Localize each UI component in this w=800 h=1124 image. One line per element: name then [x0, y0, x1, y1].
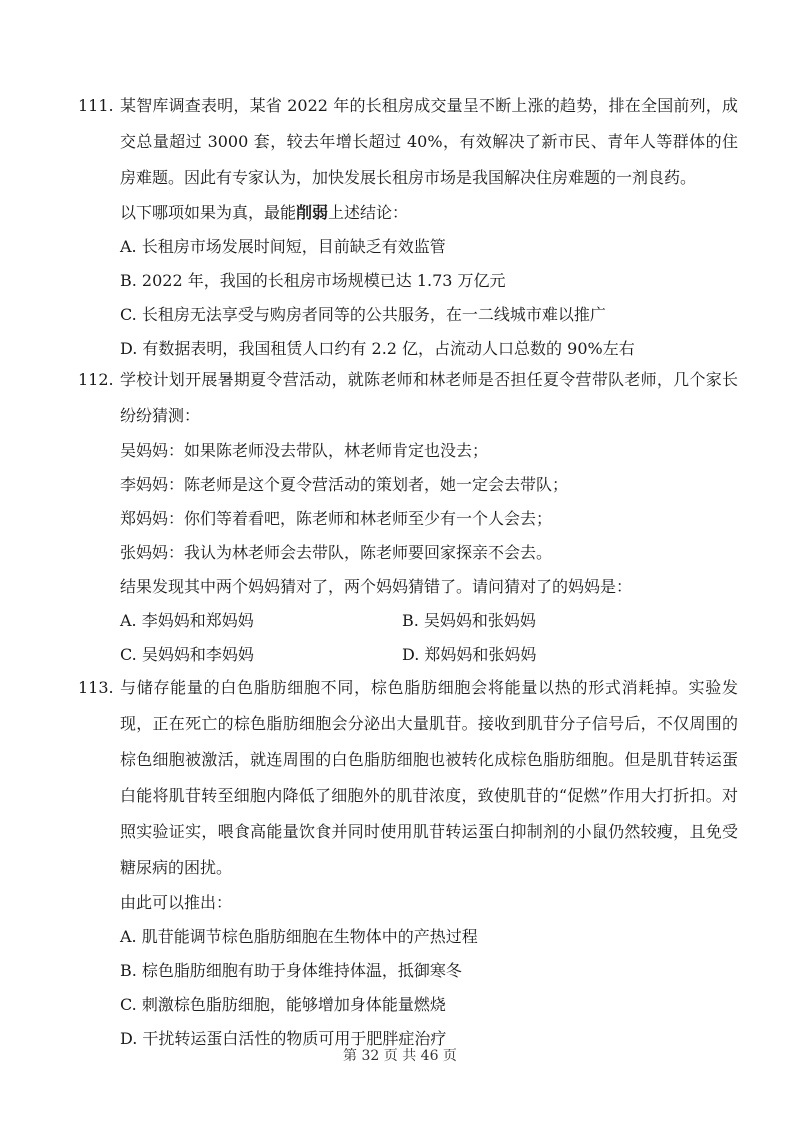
- option-d[interactable]: D. 郑妈妈和张妈妈: [402, 645, 537, 664]
- option-d[interactable]: D. 干扰转运蛋白活性的物质可用于肥胖症治疗: [120, 1029, 447, 1048]
- option-a[interactable]: A. 李妈妈和郑妈妈: [120, 611, 254, 630]
- question-prompt: 由此可以推出：: [120, 893, 233, 912]
- question-stem: 与储存能量的白色脂肪细胞不同，棕色脂肪细胞会将能量以热的形式消耗掉。实验发现，正在死亡的棕色脂肪细胞会分泌出大量肌苷。接收到肌苷分子信号后，不仅周围的棕色细胞被激活，就连周围的白色脂肪细胞也被转化成棕色脂肪细胞。但是肌苷转运蛋白能将肌苷转至细胞内降低了细胞外的肌苷浓度，致使肌苷的“促燃”作用大打折扣。对照实验证实，喂食高能量饮食并同时使用肌苷转运蛋白抑制剂的小鼠仍然较瘦，且免受糖尿病的困扰。: [120, 678, 738, 877]
- option-b[interactable]: B. 棕色脂肪细胞有助于身体维持体温，抵御寒冬: [120, 961, 462, 980]
- question-prompt: 结果发现其中两个妈妈猜对了，两个妈妈猜错了。请问猜对了的妈妈是：: [120, 577, 633, 596]
- question-113: [78, 670, 738, 1056]
- statement-zheng: 郑妈妈：你们等着看吧，陈老师和林老师至少有一个人会去；: [120, 509, 553, 528]
- prompt-text: 以下哪项如果为真，最能: [120, 203, 297, 222]
- options-grid: [120, 604, 738, 672]
- question-number: 111.: [78, 96, 114, 115]
- statement-zhang: 张妈妈：我认为林老师会去带队，陈老师要回家探亲不会去。: [120, 543, 553, 562]
- question-prompt: [120, 196, 738, 230]
- question-112: [78, 362, 738, 672]
- prompt-emphasis: 削弱: [296, 203, 329, 222]
- option-d[interactable]: D. 有数据表明，我国租赁人口约有 2.2 亿，占流动人口总数的 90%左右: [120, 339, 635, 358]
- question-stem: 某智库调查表明，某省 2022 年的长租房成交量呈不断上涨的趋势，排在全国前列，成交总量超过 3000 套，较去年增长超过 40%，有效解决了新市民、青年人等群体的住房难题。因此有专家认为，加快发展长租房市场是我国解决住房难题的一剂良药。: [120, 96, 738, 187]
- question-stem: 学校计划开展暑期夏令营活动，就陈老师和林老师是否担任夏令营带队老师，几个家长纷纷猜测：: [120, 370, 738, 425]
- option-a[interactable]: A. 长租房市场发展时间短，目前缺乏有效监管: [120, 237, 446, 256]
- option-b[interactable]: B. 2022 年，我国的长租房市场规模已达 1.73 万亿元: [120, 271, 506, 290]
- question-111: [78, 88, 738, 366]
- statement-wu: 吴妈妈：如果陈老师没去带队，林老师肯定也没去；: [120, 441, 489, 460]
- option-c[interactable]: C. 刺激棕色脂肪细胞，能够增加身体能量燃烧: [120, 995, 446, 1014]
- option-b[interactable]: B. 吴妈妈和张妈妈: [402, 611, 536, 630]
- option-c[interactable]: C. 长租房无法享受与购房者同等的公共服务，在一二线城市难以推广: [120, 305, 606, 324]
- page-footer: 第 32 页 共 46 页: [343, 1048, 457, 1064]
- statement-li: 李妈妈：陈老师是这个夏令营活动的策划者，她一定会去带队；: [120, 475, 569, 494]
- option-a[interactable]: A. 肌苷能调节棕色脂肪细胞在生物体中的产热过程: [120, 927, 478, 946]
- question-number: 113.: [78, 678, 114, 697]
- prompt-text-end: 上述结论：: [328, 203, 409, 222]
- question-number: 112.: [78, 370, 114, 389]
- option-c[interactable]: C. 吴妈妈和李妈妈: [120, 645, 254, 664]
